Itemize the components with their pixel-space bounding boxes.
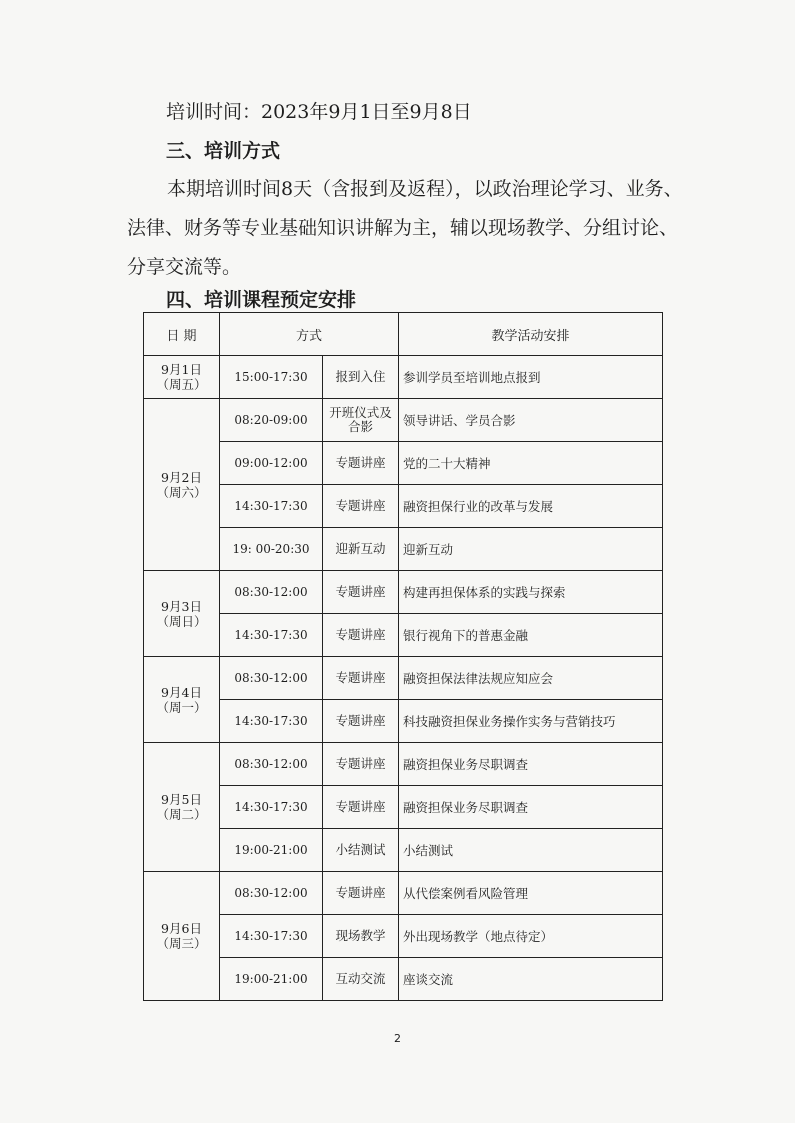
time-cell: 14:30-17:30 xyxy=(220,700,323,743)
date-label: 9月5日 xyxy=(161,792,202,807)
time-cell: 08:30-12:00 xyxy=(220,657,323,700)
section-3-paragraph: 本期培训时间8天（含报到及返程），以政治理论学习、业务、法律、财务等专业基础知识讲解为主，辅以现场教学、分组讨论、分享交流等。 xyxy=(127,178,683,278)
activity-cell: 参训学员至培训地点报到 xyxy=(399,356,663,399)
time-cell: 19:00-21:00 xyxy=(220,958,323,1001)
table-header-row xyxy=(144,313,663,356)
weekday-label: （周六） xyxy=(156,484,207,500)
activity-cell: 外出现场教学（地点待定） xyxy=(399,915,663,958)
activity-cell: 融资担保法律法规应知应会 xyxy=(399,657,663,700)
table-row xyxy=(144,399,663,442)
page-number: 2 xyxy=(394,1032,401,1045)
table-row xyxy=(144,485,663,528)
header-activity: 教学活动安排 xyxy=(399,313,663,356)
method-cell: 专题讲座 xyxy=(323,614,399,657)
schedule-table xyxy=(143,312,663,1001)
table-row xyxy=(144,528,663,571)
date-cell xyxy=(144,356,220,399)
activity-cell: 科技融资担保业务操作实务与营销技巧 xyxy=(399,700,663,743)
table-row xyxy=(144,958,663,1001)
weekday-label: （周日） xyxy=(156,613,207,629)
table-row xyxy=(144,915,663,958)
method-cell: 专题讲座 xyxy=(323,872,399,915)
table-row xyxy=(144,571,663,614)
method-cell: 现场教学 xyxy=(323,915,399,958)
time-cell: 09:00-12:00 xyxy=(220,442,323,485)
date-label: 9月2日 xyxy=(161,469,202,485)
table-row xyxy=(144,786,663,829)
table-row xyxy=(144,442,663,485)
time-cell: 08:30-12:00 xyxy=(220,743,323,786)
activity-cell: 迎新互动 xyxy=(399,528,663,571)
activity-cell: 小结测试 xyxy=(399,829,663,872)
activity-cell: 领导讲话、学员合影 xyxy=(399,399,663,442)
time-cell: 19: 00-20:30 xyxy=(220,528,323,571)
method-cell: 专题讲座 xyxy=(323,571,399,614)
weekday-label: （周二） xyxy=(156,807,207,822)
method-cell: 迎新互动 xyxy=(323,528,399,571)
activity-cell: 融资担保业务尽职调查 xyxy=(399,786,663,829)
section-3-heading: 三、培训方式 xyxy=(166,140,281,162)
table-row xyxy=(144,829,663,872)
method-cell: 报到入住 xyxy=(323,356,399,399)
time-cell: 08:20-09:00 xyxy=(220,399,323,442)
method-cell: 开班仪式及合影 xyxy=(323,399,399,442)
method-cell: 专题讲座 xyxy=(323,485,399,528)
method-cell: 专题讲座 xyxy=(323,743,399,786)
method-cell: 专题讲座 xyxy=(323,442,399,485)
date-cell xyxy=(144,571,220,657)
method-cell: 专题讲座 xyxy=(323,657,399,700)
table-row xyxy=(144,356,663,399)
weekday-label: （周五） xyxy=(156,377,207,392)
table-row xyxy=(144,872,663,915)
weekday-label: （周一） xyxy=(156,699,207,715)
time-cell: 14:30-17:30 xyxy=(220,614,323,657)
date-cell xyxy=(144,399,220,571)
method-cell: 专题讲座 xyxy=(323,786,399,829)
activity-cell: 党的二十大精神 xyxy=(399,442,663,485)
time-cell: 08:30-12:00 xyxy=(220,872,323,915)
date-label: 9月6日 xyxy=(161,921,202,936)
time-cell: 15:00-17:30 xyxy=(220,356,323,399)
date-cell xyxy=(144,743,220,872)
table-row xyxy=(144,700,663,743)
table-row xyxy=(144,657,663,700)
activity-cell: 融资担保业务尽职调查 xyxy=(399,743,663,786)
date-label: 9月3日 xyxy=(161,598,202,614)
time-cell: 14:30-17:30 xyxy=(220,485,323,528)
table-row xyxy=(144,614,663,657)
activity-cell: 座谈交流 xyxy=(399,958,663,1001)
activity-cell: 从代偿案例看风险管理 xyxy=(399,872,663,915)
time-cell: 08:30-12:00 xyxy=(220,571,323,614)
time-cell: 14:30-17:30 xyxy=(220,915,323,958)
activity-cell: 融资担保行业的改革与发展 xyxy=(399,485,663,528)
weekday-label: （周三） xyxy=(156,936,207,951)
time-cell: 14:30-17:30 xyxy=(220,786,323,829)
method-cell: 专题讲座 xyxy=(323,700,399,743)
activity-cell: 构建再担保体系的实践与探索 xyxy=(399,571,663,614)
training-time: 培训时间：2023年9月1日至9月8日 xyxy=(166,101,472,123)
time-cell: 19:00-21:00 xyxy=(220,829,323,872)
date-label: 9月1日 xyxy=(161,362,202,377)
table-row xyxy=(144,743,663,786)
activity-cell: 银行视角下的普惠金融 xyxy=(399,614,663,657)
section-4-heading: 四、培训课程预定安排 xyxy=(166,289,357,311)
header-date: 日 期 xyxy=(144,313,220,356)
date-cell xyxy=(144,657,220,743)
method-cell: 小结测试 xyxy=(323,829,399,872)
date-label: 9月4日 xyxy=(161,684,202,700)
header-method: 方式 xyxy=(220,313,399,356)
method-cell: 互动交流 xyxy=(323,958,399,1001)
date-cell xyxy=(144,872,220,1001)
